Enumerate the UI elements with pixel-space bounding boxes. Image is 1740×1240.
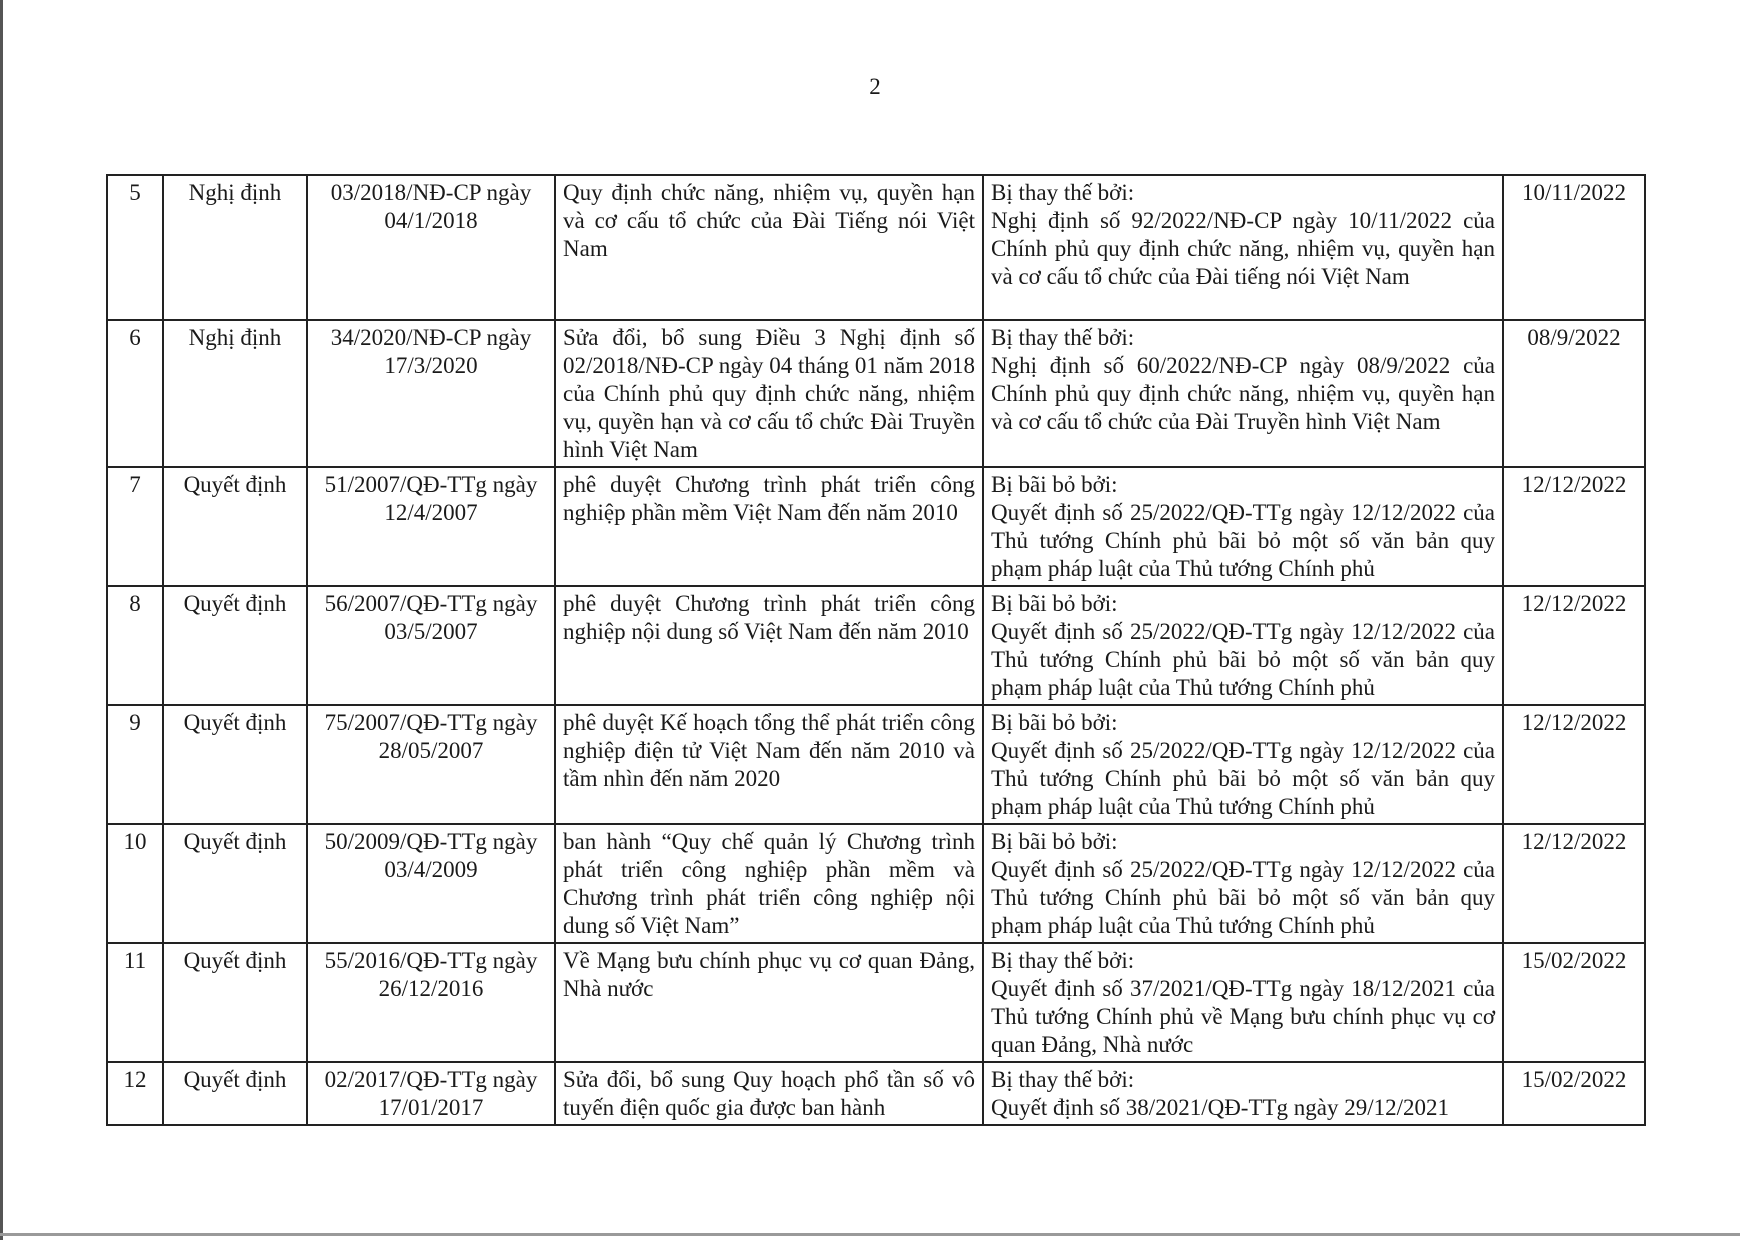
document-type: Quyết định: [163, 467, 307, 586]
table-row: [107, 1062, 1645, 1125]
effective-date: 10/11/2022: [1503, 175, 1645, 320]
row-number: 5: [107, 175, 163, 320]
table-row: [107, 943, 1645, 1062]
document-content: Về Mạng bưu chính phục vụ cơ quan Đảng, Nhà nước: [555, 943, 983, 1062]
replacement-reason: [983, 320, 1503, 467]
effective-date: 08/9/2022: [1503, 320, 1645, 467]
reason-heading: Bị bãi bỏ bởi:: [991, 591, 1118, 616]
table-row: [107, 175, 1645, 320]
table-row: [107, 586, 1645, 705]
replacement-reason: [983, 175, 1503, 320]
row-number: 11: [107, 943, 163, 1062]
effective-date: 12/12/2022: [1503, 705, 1645, 824]
document-number: 75/2007/QĐ-TTg ngày 28/05/2007: [307, 705, 555, 824]
document-content: Sửa đổi, bổ sung Điều 3 Nghị định số 02/2018/NĐ-CP ngày 04 tháng 01 năm 2018 của Chính phủ quy định chức năng, nhiệm vụ, quyền hạn và cơ cấu tổ chức Đài Truyền hình Việt Nam: [555, 320, 983, 467]
document-type: Quyết định: [163, 1062, 307, 1125]
table-row: [107, 467, 1645, 586]
document-number: 55/2016/QĐ-TTg ngày 26/12/2016: [307, 943, 555, 1062]
document-content: Sửa đổi, bổ sung Quy hoạch phổ tần số vô tuyến điện quốc gia được ban hành: [555, 1062, 983, 1125]
effective-date: 12/12/2022: [1503, 824, 1645, 943]
page-number: 2: [869, 74, 881, 99]
document-content: Quy định chức năng, nhiệm vụ, quyền hạn và cơ cấu tổ chức của Đài Tiếng nói Việt Nam: [555, 175, 983, 320]
reason-heading: Bị thay thế bởi:: [991, 325, 1135, 350]
reason-heading: Bị bãi bỏ bởi:: [991, 710, 1118, 735]
document-content: phê duyệt Kế hoạch tổng thể phát triển công nghiệp điện tử Việt Nam đến năm 2010 và tầm nhìn đến năm 2020: [555, 705, 983, 824]
row-number: 9: [107, 705, 163, 824]
replacement-reason: [983, 824, 1503, 943]
row-number: 6: [107, 320, 163, 467]
replacement-reason: [983, 943, 1503, 1062]
document-number: 02/2017/QĐ-TTg ngày 17/01/2017: [307, 1062, 555, 1125]
reason-heading: Bị thay thế bởi:: [991, 948, 1135, 973]
document-type: Quyết định: [163, 824, 307, 943]
reason-detail: Nghị định số 60/2022/NĐ-CP ngày 08/9/2022 của Chính phủ quy định chức năng, nhiệm vụ, quyền hạn và cơ cấu tổ chức của Đài Truyền hình Việt Nam: [991, 353, 1495, 434]
abolished-documents-table: [106, 174, 1646, 1126]
scan-edge-left: [0, 0, 3, 1240]
document-type: Nghị định: [163, 175, 307, 320]
replacement-reason: [983, 705, 1503, 824]
reason-detail: Quyết định số 25/2022/QĐ-TTg ngày 12/12/2022 của Thủ tướng Chính phủ bãi bỏ một số văn bản quy phạm pháp luật của Thủ tướng Chính phủ: [991, 738, 1495, 819]
replacement-reason: [983, 467, 1503, 586]
effective-date: 15/02/2022: [1503, 1062, 1645, 1125]
row-number: 12: [107, 1062, 163, 1125]
document-content: ban hành “Quy chế quản lý Chương trình phát triển công nghiệp phần mềm và Chương trình phát triển công nghiệp nội dung số Việt Nam”: [555, 824, 983, 943]
document-type: Nghị định: [163, 320, 307, 467]
reason-heading: Bị bãi bỏ bởi:: [991, 472, 1118, 497]
document-number: 03/2018/NĐ-CP ngày 04/1/2018: [307, 175, 555, 320]
reason-heading: Bị bãi bỏ bởi:: [991, 829, 1118, 854]
document-content: phê duyệt Chương trình phát triển công nghiệp nội dung số Việt Nam đến năm 2010: [555, 586, 983, 705]
table-row: [107, 320, 1645, 467]
row-number: 7: [107, 467, 163, 586]
document-type: Quyết định: [163, 586, 307, 705]
effective-date: 12/12/2022: [1503, 467, 1645, 586]
document-number: 51/2007/QĐ-TTg ngày 12/4/2007: [307, 467, 555, 586]
table-row: [107, 824, 1645, 943]
document-number: 34/2020/NĐ-CP ngày 17/3/2020: [307, 320, 555, 467]
reason-detail: Quyết định số 25/2022/QĐ-TTg ngày 12/12/2022 của Thủ tướng Chính phủ bãi bỏ một số văn bản quy phạm pháp luật của Thủ tướng Chính phủ: [991, 857, 1495, 938]
replacement-reason: [983, 1062, 1503, 1125]
effective-date: 15/02/2022: [1503, 943, 1645, 1062]
reason-heading: Bị thay thế bởi:: [991, 1067, 1135, 1092]
document-type: Quyết định: [163, 705, 307, 824]
document-number: 50/2009/QĐ-TTg ngày 03/4/2009: [307, 824, 555, 943]
document-content: phê duyệt Chương trình phát triển công nghiệp phần mềm Việt Nam đến năm 2010: [555, 467, 983, 586]
row-number: 8: [107, 586, 163, 705]
document-type: Quyết định: [163, 943, 307, 1062]
effective-date: 12/12/2022: [1503, 586, 1645, 705]
row-number: 10: [107, 824, 163, 943]
document-number: 56/2007/QĐ-TTg ngày 03/5/2007: [307, 586, 555, 705]
scan-edge-bottom: [0, 1233, 1740, 1236]
table-row: [107, 705, 1645, 824]
reason-detail: Quyết định số 37/2021/QĐ-TTg ngày 18/12/2021 của Thủ tướng Chính phủ về Mạng bưu chính phục vụ cơ quan Đảng, Nhà nước: [991, 976, 1495, 1057]
reason-detail: Quyết định số 38/2021/QĐ-TTg ngày 29/12/2021: [991, 1095, 1450, 1120]
reason-detail: Nghị định số 92/2022/NĐ-CP ngày 10/11/2022 của Chính phủ quy định chức năng, nhiệm vụ, quyền hạn và cơ cấu tổ chức của Đài tiếng nói Việt Nam: [991, 208, 1495, 289]
replacement-reason: [983, 586, 1503, 705]
reason-detail: Quyết định số 25/2022/QĐ-TTg ngày 12/12/2022 của Thủ tướng Chính phủ bãi bỏ một số văn bản quy phạm pháp luật của Thủ tướng Chính phủ: [991, 619, 1495, 700]
reason-heading: Bị thay thế bởi:: [991, 180, 1135, 205]
reason-detail: Quyết định số 25/2022/QĐ-TTg ngày 12/12/2022 của Thủ tướng Chính phủ bãi bỏ một số văn bản quy phạm pháp luật của Thủ tướng Chính phủ: [991, 500, 1495, 581]
